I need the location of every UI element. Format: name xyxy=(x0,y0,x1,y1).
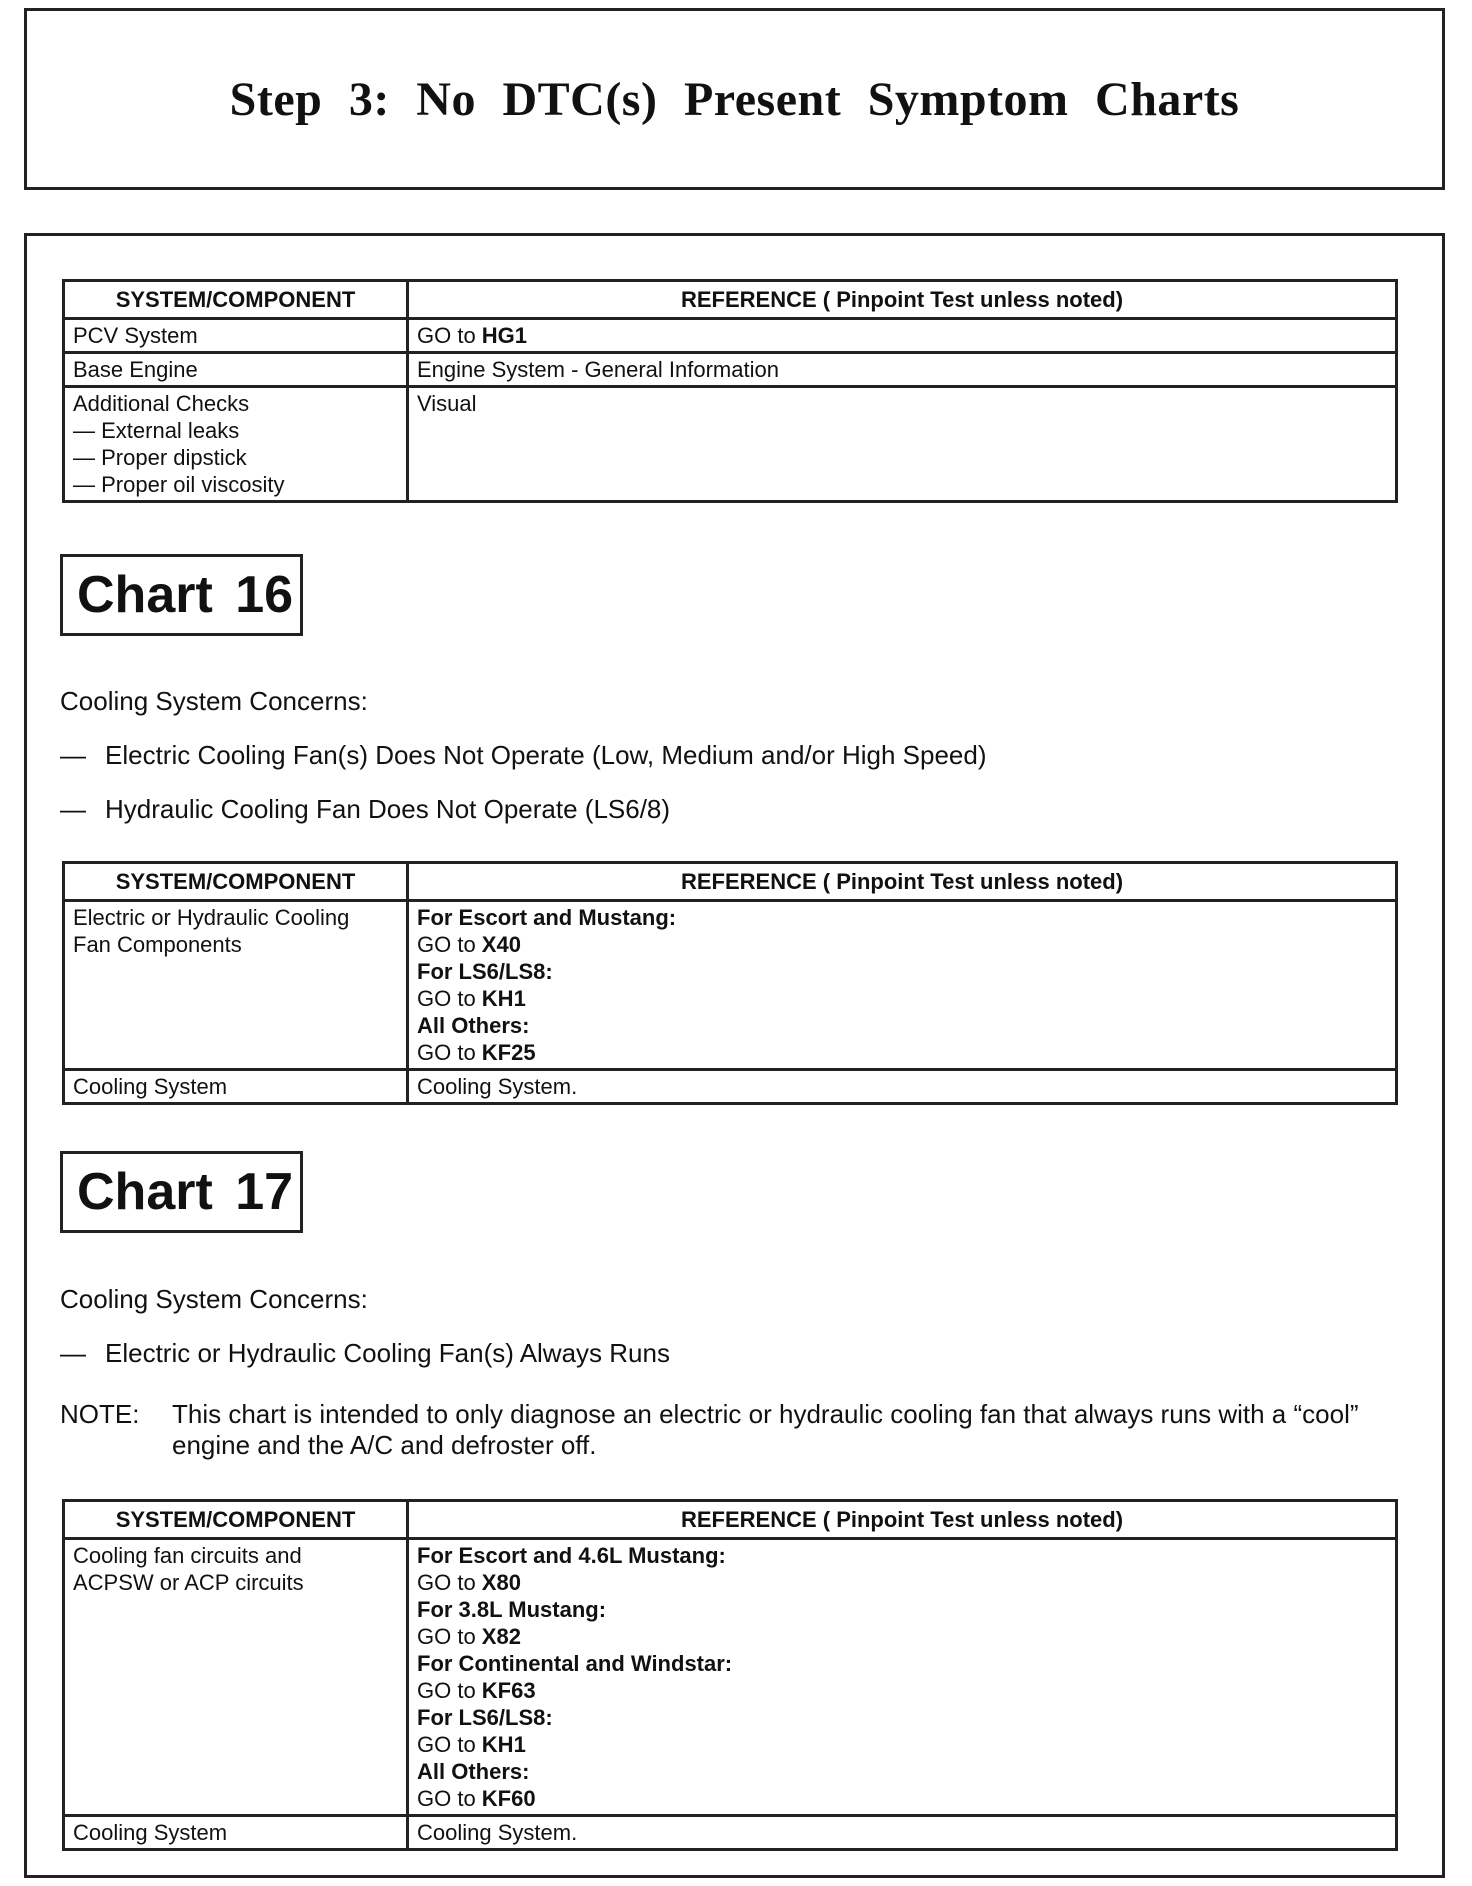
header-component: SYSTEM/COMPONENT xyxy=(64,863,408,901)
dash-bullet: — xyxy=(60,794,86,824)
component-cell: PCV System xyxy=(64,319,408,353)
table-chart-16 xyxy=(62,861,1398,1105)
component-line: — Proper dipstick xyxy=(73,445,247,470)
ref-code: KH1 xyxy=(481,986,526,1011)
ref-code: X80 xyxy=(481,1570,521,1595)
component-cell: Cooling System xyxy=(64,1816,408,1850)
component-cell: Cooling System xyxy=(64,1070,408,1104)
chart-16-concern-item xyxy=(60,740,987,771)
chart-17-note xyxy=(60,1399,1390,1461)
reference-cell xyxy=(408,319,1397,353)
table-row xyxy=(64,353,1397,387)
reference-goto-line xyxy=(417,1731,1387,1758)
reference-vehicle-line: For LS6/LS8: xyxy=(417,1705,553,1730)
table-top xyxy=(62,279,1398,503)
reference-vehicle-line: For Escort and 4.6L Mustang: xyxy=(417,1543,726,1568)
reference-cell xyxy=(408,1539,1397,1816)
reference-goto-line xyxy=(417,931,1387,958)
table-row xyxy=(64,1070,1397,1104)
table-chart-17 xyxy=(62,1499,1398,1851)
table-header-row xyxy=(64,281,1397,319)
reference-goto-line xyxy=(417,985,1387,1012)
ref-code: KF25 xyxy=(481,1040,536,1065)
header-reference: REFERENCE ( Pinpoint Test unless noted) xyxy=(408,1501,1397,1539)
ref-code: KH1 xyxy=(481,1732,526,1757)
header-reference: REFERENCE ( Pinpoint Test unless noted) xyxy=(408,281,1397,319)
chart-16-label: Chart 16 xyxy=(60,554,303,636)
ref-code: HG1 xyxy=(481,323,528,348)
component-line: Cooling fan circuits and xyxy=(73,1543,302,1568)
reference-vehicle-line: For Continental and Windstar: xyxy=(417,1651,733,1676)
chart-16-concerns-heading: Cooling System Concerns: xyxy=(60,686,368,716)
ref-prefix: GO to xyxy=(417,1040,482,1065)
ref-prefix: GO to xyxy=(417,1624,482,1649)
header-component: SYSTEM/COMPONENT xyxy=(64,1501,408,1539)
table-header-row xyxy=(64,863,1397,901)
component-line: — Proper oil viscosity xyxy=(73,472,285,497)
component-cell xyxy=(64,387,408,502)
ref-prefix: GO to xyxy=(417,1732,482,1757)
reference-vehicle-line: For Escort and Mustang: xyxy=(417,905,677,930)
table-row xyxy=(64,387,1397,502)
header-reference: REFERENCE ( Pinpoint Test unless noted) xyxy=(408,863,1397,901)
note-label: NOTE: xyxy=(60,1399,140,1429)
dash-bullet: — xyxy=(60,1338,86,1368)
title-box xyxy=(24,8,1445,190)
reference-vehicle-line: All Others: xyxy=(417,1759,530,1784)
concern-text: Electric Cooling Fan(s) Does Not Operate (Low, Medium and/or High Speed) xyxy=(105,740,987,770)
reference-cell: Visual xyxy=(408,387,1397,502)
reference-vehicle-line: All Others: xyxy=(417,1013,530,1038)
reference-goto-line xyxy=(417,1785,1387,1812)
table-row xyxy=(64,319,1397,353)
ref-code: KF63 xyxy=(481,1678,536,1703)
ref-prefix: GO to xyxy=(417,932,482,957)
reference-cell: Cooling System. xyxy=(408,1070,1397,1104)
component-cell: Base Engine xyxy=(64,353,408,387)
concern-text: Electric or Hydraulic Cooling Fan(s) Always Runs xyxy=(105,1338,670,1368)
chart-17-label: Chart 17 xyxy=(60,1151,303,1233)
chart-17-concern-item xyxy=(60,1338,670,1369)
component-cell xyxy=(64,901,408,1070)
table-header-row xyxy=(64,1501,1397,1539)
reference-goto-line xyxy=(417,1569,1387,1596)
ref-prefix: GO to xyxy=(417,1678,482,1703)
ref-code: KF60 xyxy=(481,1786,536,1811)
table-row xyxy=(64,1816,1397,1850)
ref-prefix: GO to xyxy=(417,323,482,348)
page-title: Step 3: No DTC(s) Present Symptom Charts xyxy=(229,72,1240,126)
main-content-box xyxy=(24,233,1445,1878)
reference-vehicle-line: For 3.8L Mustang: xyxy=(417,1597,607,1622)
chart-17-concerns-heading: Cooling System Concerns: xyxy=(60,1284,368,1314)
reference-cell: Engine System - General Information xyxy=(408,353,1397,387)
chart-16-concern-item xyxy=(60,794,670,825)
reference-goto-line xyxy=(417,1039,1387,1066)
reference-goto-line xyxy=(417,1677,1387,1704)
reference-cell: Cooling System. xyxy=(408,1816,1397,1850)
component-line: Fan Components xyxy=(73,932,242,957)
dash-bullet: — xyxy=(60,740,86,770)
ref-code: X82 xyxy=(481,1624,521,1649)
note-text: This chart is intended to only diagnose an electric or hydraulic cooling fan that always runs with a “cool” engine and the A/C and defroster off. xyxy=(172,1399,1359,1460)
table-row xyxy=(64,1539,1397,1816)
component-line: ACPSW or ACP circuits xyxy=(73,1570,304,1595)
ref-code: X40 xyxy=(481,932,521,957)
component-cell xyxy=(64,1539,408,1816)
header-component: SYSTEM/COMPONENT xyxy=(64,281,408,319)
reference-cell xyxy=(408,901,1397,1070)
component-line: Additional Checks xyxy=(73,391,250,416)
reference-vehicle-line: For LS6/LS8: xyxy=(417,959,553,984)
ref-prefix: GO to xyxy=(417,1570,482,1595)
component-line: — External leaks xyxy=(73,418,240,443)
table-row xyxy=(64,901,1397,1070)
reference-goto-line xyxy=(417,1623,1387,1650)
concern-text: Hydraulic Cooling Fan Does Not Operate (LS6/8) xyxy=(105,794,671,824)
ref-prefix: GO to xyxy=(417,1786,482,1811)
component-line: Electric or Hydraulic Cooling xyxy=(73,905,350,930)
ref-prefix: GO to xyxy=(417,986,482,1011)
